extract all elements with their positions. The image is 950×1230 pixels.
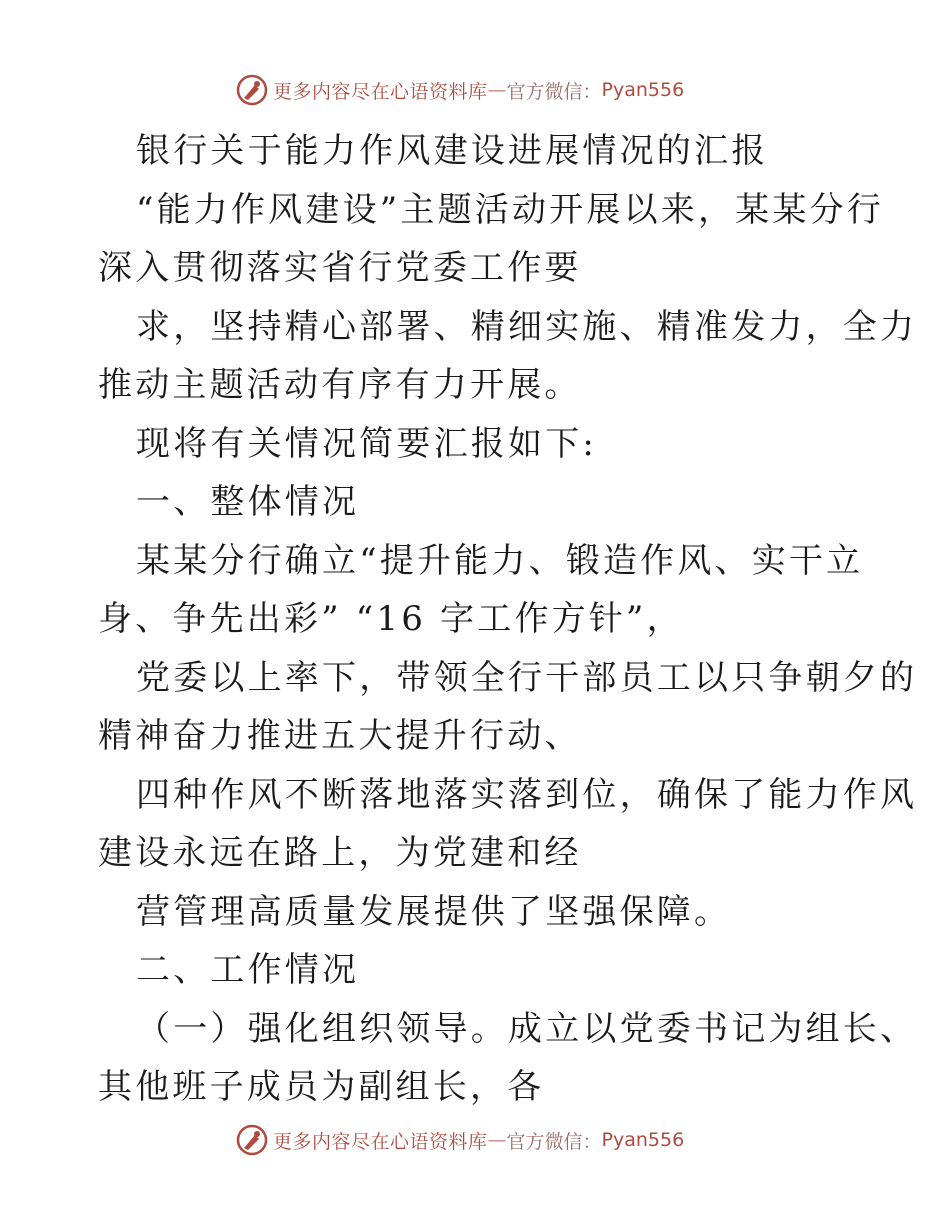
document-line: 党委以上率下，带领全行干部员工以只争朝夕的 (136, 657, 918, 698)
document-line: 二、工作情况 (136, 950, 360, 990)
watermark-wechat-id: Pyan556 (601, 1129, 685, 1151)
document-body (98, 122, 918, 1117)
watermark-official-label: 官方微信： (506, 80, 602, 103)
pen-nib-logo-icon (235, 1123, 269, 1157)
document-line: 精神奋力推进五大提升行动、 (98, 716, 582, 756)
document-line: 四种作风不断落地落实落到位，确保了能力作风 (136, 774, 918, 815)
footer-watermark (235, 1122, 684, 1158)
document-line: 求，坚持精心部署、精细实施、精准发力，全力 (136, 306, 918, 347)
document-line: 推动主题活动有序有力开展。 (98, 365, 582, 405)
watermark-text: 更多内容尽在心语资料库 (273, 80, 488, 103)
document-line: 其他班子成员为副组长，各 (98, 1067, 545, 1107)
watermark-separator: — (487, 1129, 507, 1151)
document-line: 身、争先出彩” “16 字工作方针”， (98, 599, 684, 639)
pen-nib-logo-icon (235, 73, 269, 107)
document-line: 营管理高质量发展提供了坚强保障。 (136, 891, 732, 932)
document-line: 一、整体情况 (136, 482, 360, 522)
watermark-official-label: 官方微信： (506, 1130, 602, 1153)
document-line: 深入贯彻落实省行党委工作要 (98, 248, 582, 288)
header-watermark (235, 72, 684, 108)
document-line: （一）强化组织领导。成立以党委书记为组长、 (136, 1008, 918, 1049)
watermark-separator: — (487, 79, 507, 101)
document-line: 银行关于能力作风建设进展情况的汇报 (136, 131, 769, 171)
document-line: 建设永远在路上，为党建和经 (98, 833, 582, 873)
document-line: “能力作风建设”主题活动开展以来，某某分行 (136, 189, 884, 230)
document-line: 某某分行确立“提升能力、锻造作风、实干立 (136, 540, 864, 581)
watermark-text: 更多内容尽在心语资料库 (273, 1130, 488, 1153)
document-line: 现将有关情况简要汇报如下: (136, 423, 598, 464)
watermark-wechat-id: Pyan556 (601, 79, 685, 101)
